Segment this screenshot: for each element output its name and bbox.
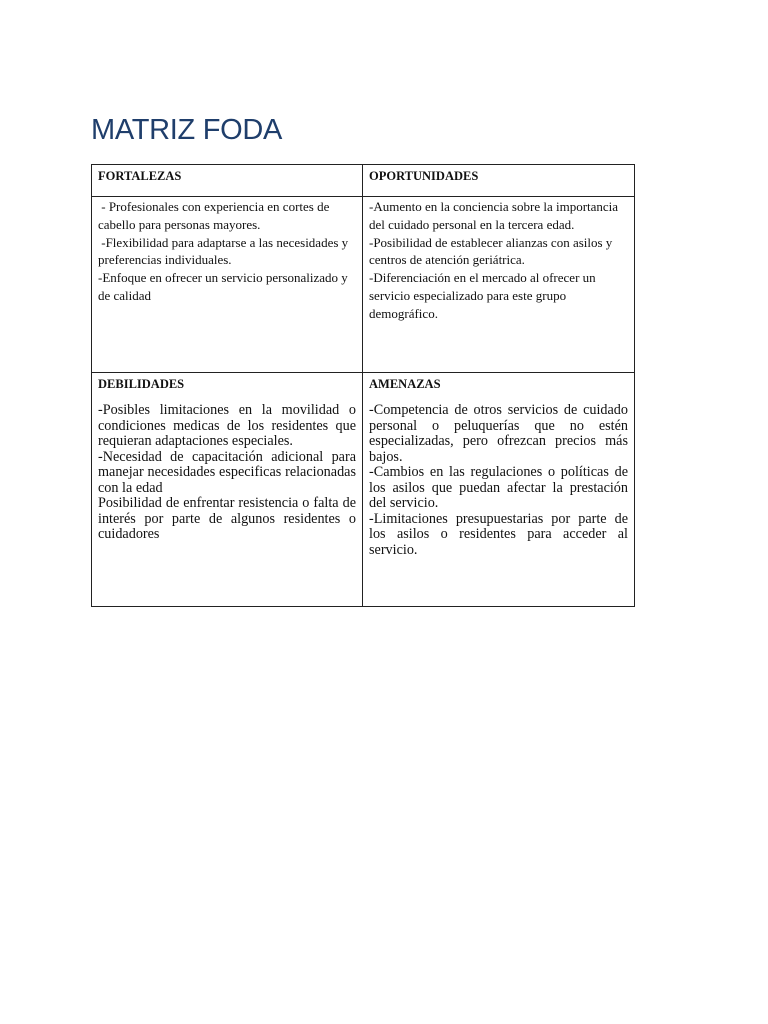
amenazas-text bbox=[369, 403, 628, 558]
table-row-upper-headers bbox=[92, 165, 635, 197]
swot-matrix-table bbox=[91, 164, 635, 607]
fortalezas-item: - Profesionales con experiencia en cortes de cabello para personas mayores. bbox=[98, 199, 333, 232]
oportunidades-item: -Diferenciación en el mercado al ofrecer un servicio especializado para este grupo demográfico. bbox=[369, 270, 599, 321]
document-title: MATRIZ FODA bbox=[91, 114, 283, 146]
fortalezas-item: -Flexibilidad para adaptarse a las necesidades y preferencias individuales. bbox=[98, 234, 352, 268]
debilidades-header: DEBILIDADES bbox=[98, 377, 185, 391]
fortalezas-item: -Enfoque en ofrecer un servicio personalizado y de calidad bbox=[98, 270, 352, 303]
amenazas-item: -Cambios en las regulaciones o políticas de los asilos que puedan afectar la prestación del servicio. bbox=[369, 464, 628, 511]
debilidades-item: -Posibles limitaciones en la movilidad o condiciones medicas de los residentes que requieran adaptaciones especiales. bbox=[98, 402, 356, 449]
fortalezas-cell bbox=[92, 197, 363, 373]
fortalezas-header: FORTALEZAS bbox=[92, 165, 363, 197]
oportunidades-header: OPORTUNIDADES bbox=[363, 165, 635, 197]
amenazas-item: -Limitaciones presupuestarias por parte de los asilos o residentes para acceder al servicio. bbox=[369, 510, 628, 558]
debilidades-item: -Necesidad de capacitación adicional para manejar necesidades especificas relacionadas con la edad bbox=[98, 448, 356, 496]
debilidades-cell bbox=[92, 373, 363, 607]
amenazas-header: AMENAZAS bbox=[369, 377, 441, 391]
debilidades-text bbox=[98, 403, 356, 543]
oportunidades-cell bbox=[363, 197, 635, 373]
oportunidades-item: -Posibilidad de establecer alianzas con asilos y centros de atención geriátrica. bbox=[369, 234, 616, 268]
oportunidades-item: -Aumento en la conciencia sobre la importancia del cuidado personal en la tercera edad. bbox=[369, 199, 622, 232]
table-row-upper-content bbox=[92, 197, 635, 373]
debilidades-item: Posibilidad de enfrentar resistencia o falta de interés por parte de algunos residentes o cuidadores bbox=[98, 495, 356, 542]
amenazas-item: -Competencia de otros servicios de cuidado personal o peluquerías que no estén especializadas, pero ofrezcan precios más bajos. bbox=[369, 402, 628, 465]
table-row-lower bbox=[92, 373, 635, 607]
amenazas-cell bbox=[363, 373, 635, 607]
